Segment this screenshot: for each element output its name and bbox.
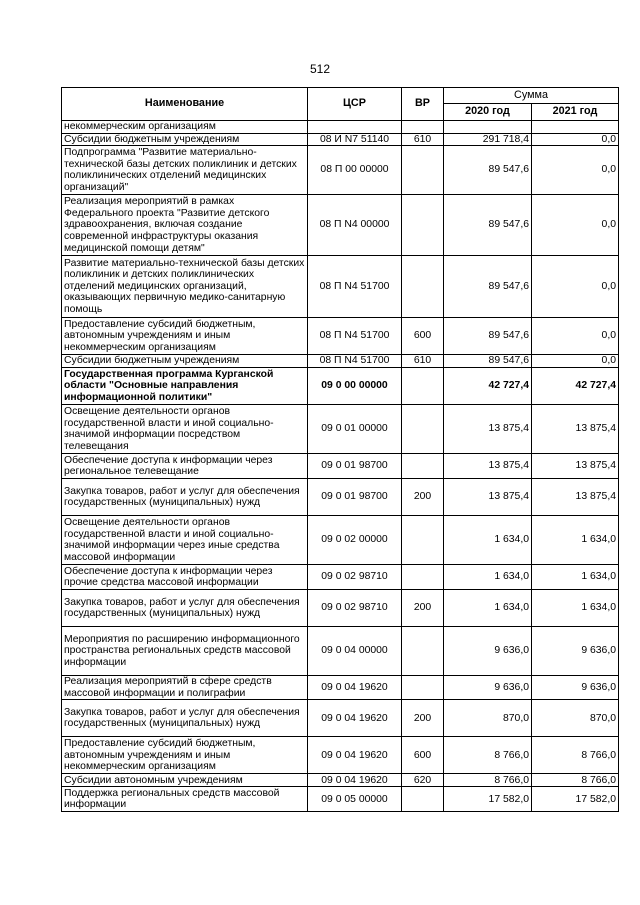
table-row [62,676,619,700]
row-sum-2020: 291 718,4 [444,133,532,146]
row-sum-2021: 870,0 [532,700,619,737]
row-name: Закупка товаров, работ и услуг для обеспечения государственных (муниципальных) нужд [62,479,308,516]
row-csr: 09 0 00 00000 [308,368,402,405]
table-row [62,318,619,355]
row-vr: 200 [402,590,444,627]
row-sum-2021: 0,0 [532,146,619,195]
row-csr: 09 0 01 98700 [308,454,402,479]
page-number: 512 [309,62,331,76]
row-csr: 08 П N4 51700 [308,355,402,368]
row-sum-2021: 0,0 [532,256,619,318]
row-vr [402,627,444,676]
row-csr: 09 0 02 98710 [308,590,402,627]
header-vr: ВР [402,88,444,121]
row-csr: 08 П N4 51700 [308,318,402,355]
row-sum-2021: 0,0 [532,195,619,256]
table-row [62,355,619,368]
table-body [62,121,619,812]
row-vr: 610 [402,355,444,368]
table-row [62,737,619,774]
row-csr: 09 0 04 19620 [308,774,402,787]
row-csr: 08 П N4 51700 [308,256,402,318]
table-row [62,479,619,516]
row-sum-2021: 0,0 [532,355,619,368]
row-name: Субсидии бюджетным учреждениям [62,133,308,146]
row-csr: 09 0 04 19620 [308,700,402,737]
row-vr [402,676,444,700]
row-vr [402,516,444,565]
row-sum-2021: 9 636,0 [532,627,619,676]
table-row [62,195,619,256]
table-row [62,133,619,146]
row-csr: 09 0 01 98700 [308,479,402,516]
row-name: Закупка товаров, работ и услуг для обеспечения государственных (муниципальных) нужд [62,590,308,627]
row-name: некоммерческим организациям [62,121,308,134]
row-sum-2021: 13 875,4 [532,454,619,479]
row-sum-2020: 89 547,6 [444,146,532,195]
row-sum-2021: 8 766,0 [532,774,619,787]
row-vr: 600 [402,737,444,774]
row-name: Развитие материально-технической базы детских поликлиник и детских поликлинических отделений медицинских организаций, оказывающих первичную медико-санитарную помощь [62,256,308,318]
row-vr [402,405,444,454]
row-sum-2020: 13 875,4 [444,405,532,454]
row-name: Предоставление субсидий бюджетным, автономным учреждениям и иным некоммерческим организациям [62,737,308,774]
table-row [62,590,619,627]
row-sum-2021: 13 875,4 [532,405,619,454]
row-name: Субсидии автономным учреждениям [62,774,308,787]
row-vr: 610 [402,133,444,146]
row-csr: 09 0 02 98710 [308,565,402,590]
table-row [62,256,619,318]
row-name: Мероприятия по расширению информационного пространства региональных средств массовой информации [62,627,308,676]
row-vr [402,121,444,134]
row-name: Поддержка региональных средств массовой информации [62,787,308,812]
row-csr: 09 0 02 00000 [308,516,402,565]
row-sum-2020: 8 766,0 [444,737,532,774]
table-row [62,368,619,405]
row-vr [402,256,444,318]
row-sum-2021: 0,0 [532,133,619,146]
row-sum-2020: 8 766,0 [444,774,532,787]
row-name: Освещение деятельности органов государственной власти и иной социально-значимой информации посредством телевещания [62,405,308,454]
row-name: Подпрограмма "Развитие материально-технической базы детских поликлиник и детских поликлинических отделений медицинских организаций" [62,146,308,195]
row-csr: 09 0 04 00000 [308,627,402,676]
row-sum-2020: 89 547,6 [444,195,532,256]
header-name: Наименование [62,88,308,121]
row-sum-2021: 17 582,0 [532,787,619,812]
row-name: Освещение деятельности органов государственной власти и иной социально-значимой информации через иные средства массовой информации [62,516,308,565]
row-vr [402,368,444,405]
header-year-2020: 2020 год [444,104,532,121]
row-name: Реализация мероприятий в сфере средств массовой информации и полиграфии [62,676,308,700]
row-sum-2021 [532,121,619,134]
row-vr [402,146,444,195]
row-csr: 08 И N7 51140 [308,133,402,146]
row-name: Субсидии бюджетным учреждениям [62,355,308,368]
table-row [62,627,619,676]
row-name: Обеспечение доступа к информации через региональное телевещание [62,454,308,479]
row-sum-2020: 89 547,6 [444,355,532,368]
row-name: Реализация мероприятий в рамках Федерального проекта "Развитие детского здравоохранения, включая создание современной инфраструктуры оказания медицинской помощи детям" [62,195,308,256]
row-name: Закупка товаров, работ и услуг для обеспечения государственных (муниципальных) нужд [62,700,308,737]
table-row [62,774,619,787]
budget-table [61,87,619,812]
row-sum-2021: 42 727,4 [532,368,619,405]
row-vr [402,565,444,590]
table-row [62,787,619,812]
row-sum-2020: 870,0 [444,700,532,737]
row-csr: 09 0 05 00000 [308,787,402,812]
table-row [62,516,619,565]
row-csr: 09 0 01 00000 [308,405,402,454]
row-csr [308,121,402,134]
row-csr: 08 П 00 00000 [308,146,402,195]
row-csr: 09 0 04 19620 [308,737,402,774]
row-vr: 620 [402,774,444,787]
table-row [62,405,619,454]
row-sum-2021: 8 766,0 [532,737,619,774]
table-row [62,121,619,134]
row-vr [402,787,444,812]
table-row [62,146,619,195]
row-vr [402,454,444,479]
row-sum-2021: 1 634,0 [532,565,619,590]
row-csr: 09 0 04 19620 [308,676,402,700]
table-row [62,454,619,479]
row-sum-2021: 1 634,0 [532,516,619,565]
row-sum-2021: 13 875,4 [532,479,619,516]
row-sum-2020 [444,121,532,134]
header-sum: Сумма [444,88,619,104]
row-vr: 600 [402,318,444,355]
row-vr [402,195,444,256]
row-sum-2020: 89 547,6 [444,318,532,355]
row-sum-2021: 9 636,0 [532,676,619,700]
row-sum-2020: 17 582,0 [444,787,532,812]
row-sum-2021: 0,0 [532,318,619,355]
row-sum-2020: 1 634,0 [444,590,532,627]
row-name: Предоставление субсидий бюджетным, автономным учреждениям и иным некоммерческим организациям [62,318,308,355]
header-csr: ЦСР [308,88,402,121]
row-sum-2020: 89 547,6 [444,256,532,318]
row-vr: 200 [402,700,444,737]
row-sum-2020: 9 636,0 [444,676,532,700]
row-sum-2020: 13 875,4 [444,479,532,516]
row-sum-2020: 1 634,0 [444,565,532,590]
row-sum-2021: 1 634,0 [532,590,619,627]
table-row [62,565,619,590]
row-sum-2020: 42 727,4 [444,368,532,405]
row-sum-2020: 1 634,0 [444,516,532,565]
row-sum-2020: 13 875,4 [444,454,532,479]
row-csr: 08 П N4 00000 [308,195,402,256]
row-name: Государственная программа Курганской области "Основные направления информационной политики" [62,368,308,405]
row-name: Обеспечение доступа к информации через прочие средства массовой информации [62,565,308,590]
row-vr: 200 [402,479,444,516]
row-sum-2020: 9 636,0 [444,627,532,676]
table-row [62,700,619,737]
header-year-2021: 2021 год [532,104,619,121]
